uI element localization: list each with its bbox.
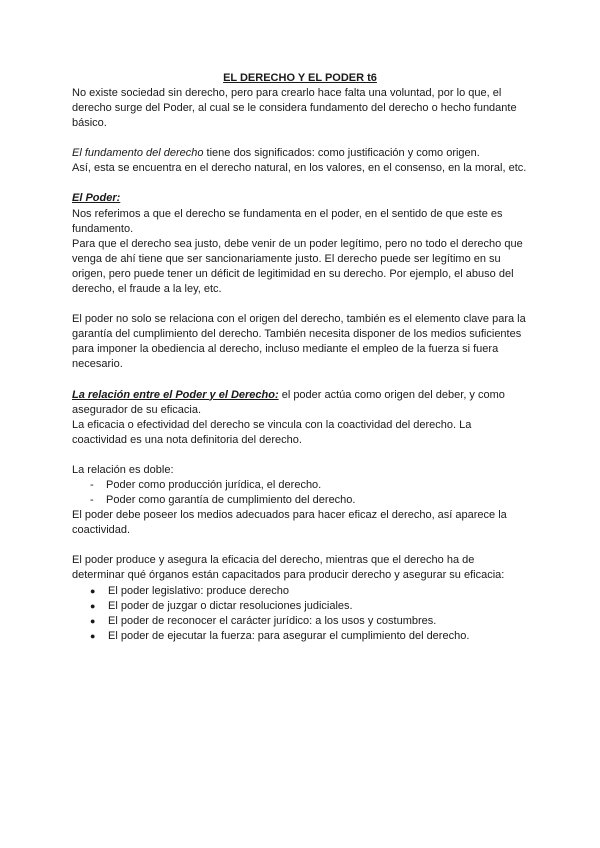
spacer <box>72 176 528 191</box>
list-item-text: El poder legislativo: produce derecho <box>108 584 290 597</box>
poder-paragraph-1: Nos referimos a que el derecho se fundamenta en el poder, en el sentido de que este es fundamento. <box>72 207 503 235</box>
bullet-list <box>72 584 528 644</box>
document-title: EL DERECHO Y EL PODER t6 <box>223 72 377 84</box>
dash-marker: - <box>90 478 94 491</box>
intro-paragraph: No existe sociedad sin derecho, pero para crearlo hace falta una voluntad, por lo que, el derecho surge del Poder, al cual se le considera fundamento del derecho o hecho fundante básico. <box>72 87 517 130</box>
relacion-paragraph-2: La eficacia o efectividad del derecho se vincula con la coactividad del derecho. La coactividad es una nota definitoria del derecho. <box>72 418 472 446</box>
spacer <box>72 448 528 463</box>
fundamento-italic: El fundamento del derecho <box>72 147 204 160</box>
spacer <box>72 538 528 553</box>
bullet-icon: ● <box>90 615 96 626</box>
list-item <box>72 614 528 629</box>
spacer <box>72 297 528 312</box>
list-item-text: El poder de ejecutar la fuerza: para asegurar el cumplimiento del derecho. <box>108 629 470 642</box>
poder-heading: El Poder: <box>72 192 121 205</box>
relacion-paragraph-1 <box>72 388 528 418</box>
relacion-paragraph-4: El poder produce y asegura la eficacia del derecho, mientras que el derecho ha de determinar qué órganos están capacitados para producir derecho y asegurar su eficacia: <box>72 554 505 582</box>
list-item <box>72 478 528 493</box>
poder-paragraph-2: Para que el derecho sea justo, debe venir de un poder legítimo, pero no todo el derecho que venga de ahí tiene que ser sancionariamente justo. El derecho puede ser legítimo en su origen, pero puede tener un déficit de legitimidad en su derecho. Por ejemplo, el abuso del derecho, el fraude a la ley, etc. <box>72 237 523 296</box>
list-item <box>72 629 528 644</box>
bullet-icon: ● <box>90 600 96 611</box>
list-item-text: Poder como garantía de cumplimiento del derecho. <box>106 494 356 507</box>
fundamento-paragraph <box>72 146 528 161</box>
spacer <box>72 373 528 388</box>
list-item-text: El poder de reconocer el carácter jurídico: a los usos y costumbres. <box>108 614 437 627</box>
spacer <box>72 131 528 146</box>
poder-paragraph-3: El poder no solo se relaciona con el origen del derecho, también es el elemento clave para la garantía del cumplimiento del derecho. También necesita disponer de los medios suficientes para imponer la obediencia al derecho, incluso mediante el empleo de la fuerza si fuera necesario. <box>72 313 526 371</box>
list-item <box>72 584 528 599</box>
fundamento-rest: tiene dos significados: como justificación y como origen. <box>203 147 480 160</box>
bullet-icon: ● <box>90 630 96 641</box>
relacion-doble: La relación es doble: <box>72 463 174 476</box>
bullet-icon: ● <box>90 585 96 596</box>
fundamento-line2: Así, esta se encuentra en el derecho natural, en los valores, en el consenso, en la moral, etc. <box>72 162 527 175</box>
relacion-rest: el poder actúa como origen del deber, y como asegurador de su eficacia. <box>72 388 505 416</box>
document-page <box>72 71 528 644</box>
relacion-heading: La relación entre el Poder y el Derecho: <box>72 388 279 401</box>
dash-list <box>72 478 528 508</box>
dash-marker: - <box>90 494 94 507</box>
relacion-paragraph-3: El poder debe poseer los medios adecuados para hacer eficaz el derecho, así aparece la coactividad. <box>72 509 507 537</box>
list-item-text: El poder de juzgar o dictar resoluciones judiciales. <box>108 599 353 612</box>
list-item <box>72 493 528 508</box>
list-item-text: Poder como producción jurídica, el derecho. <box>106 478 322 491</box>
list-item <box>72 599 528 614</box>
